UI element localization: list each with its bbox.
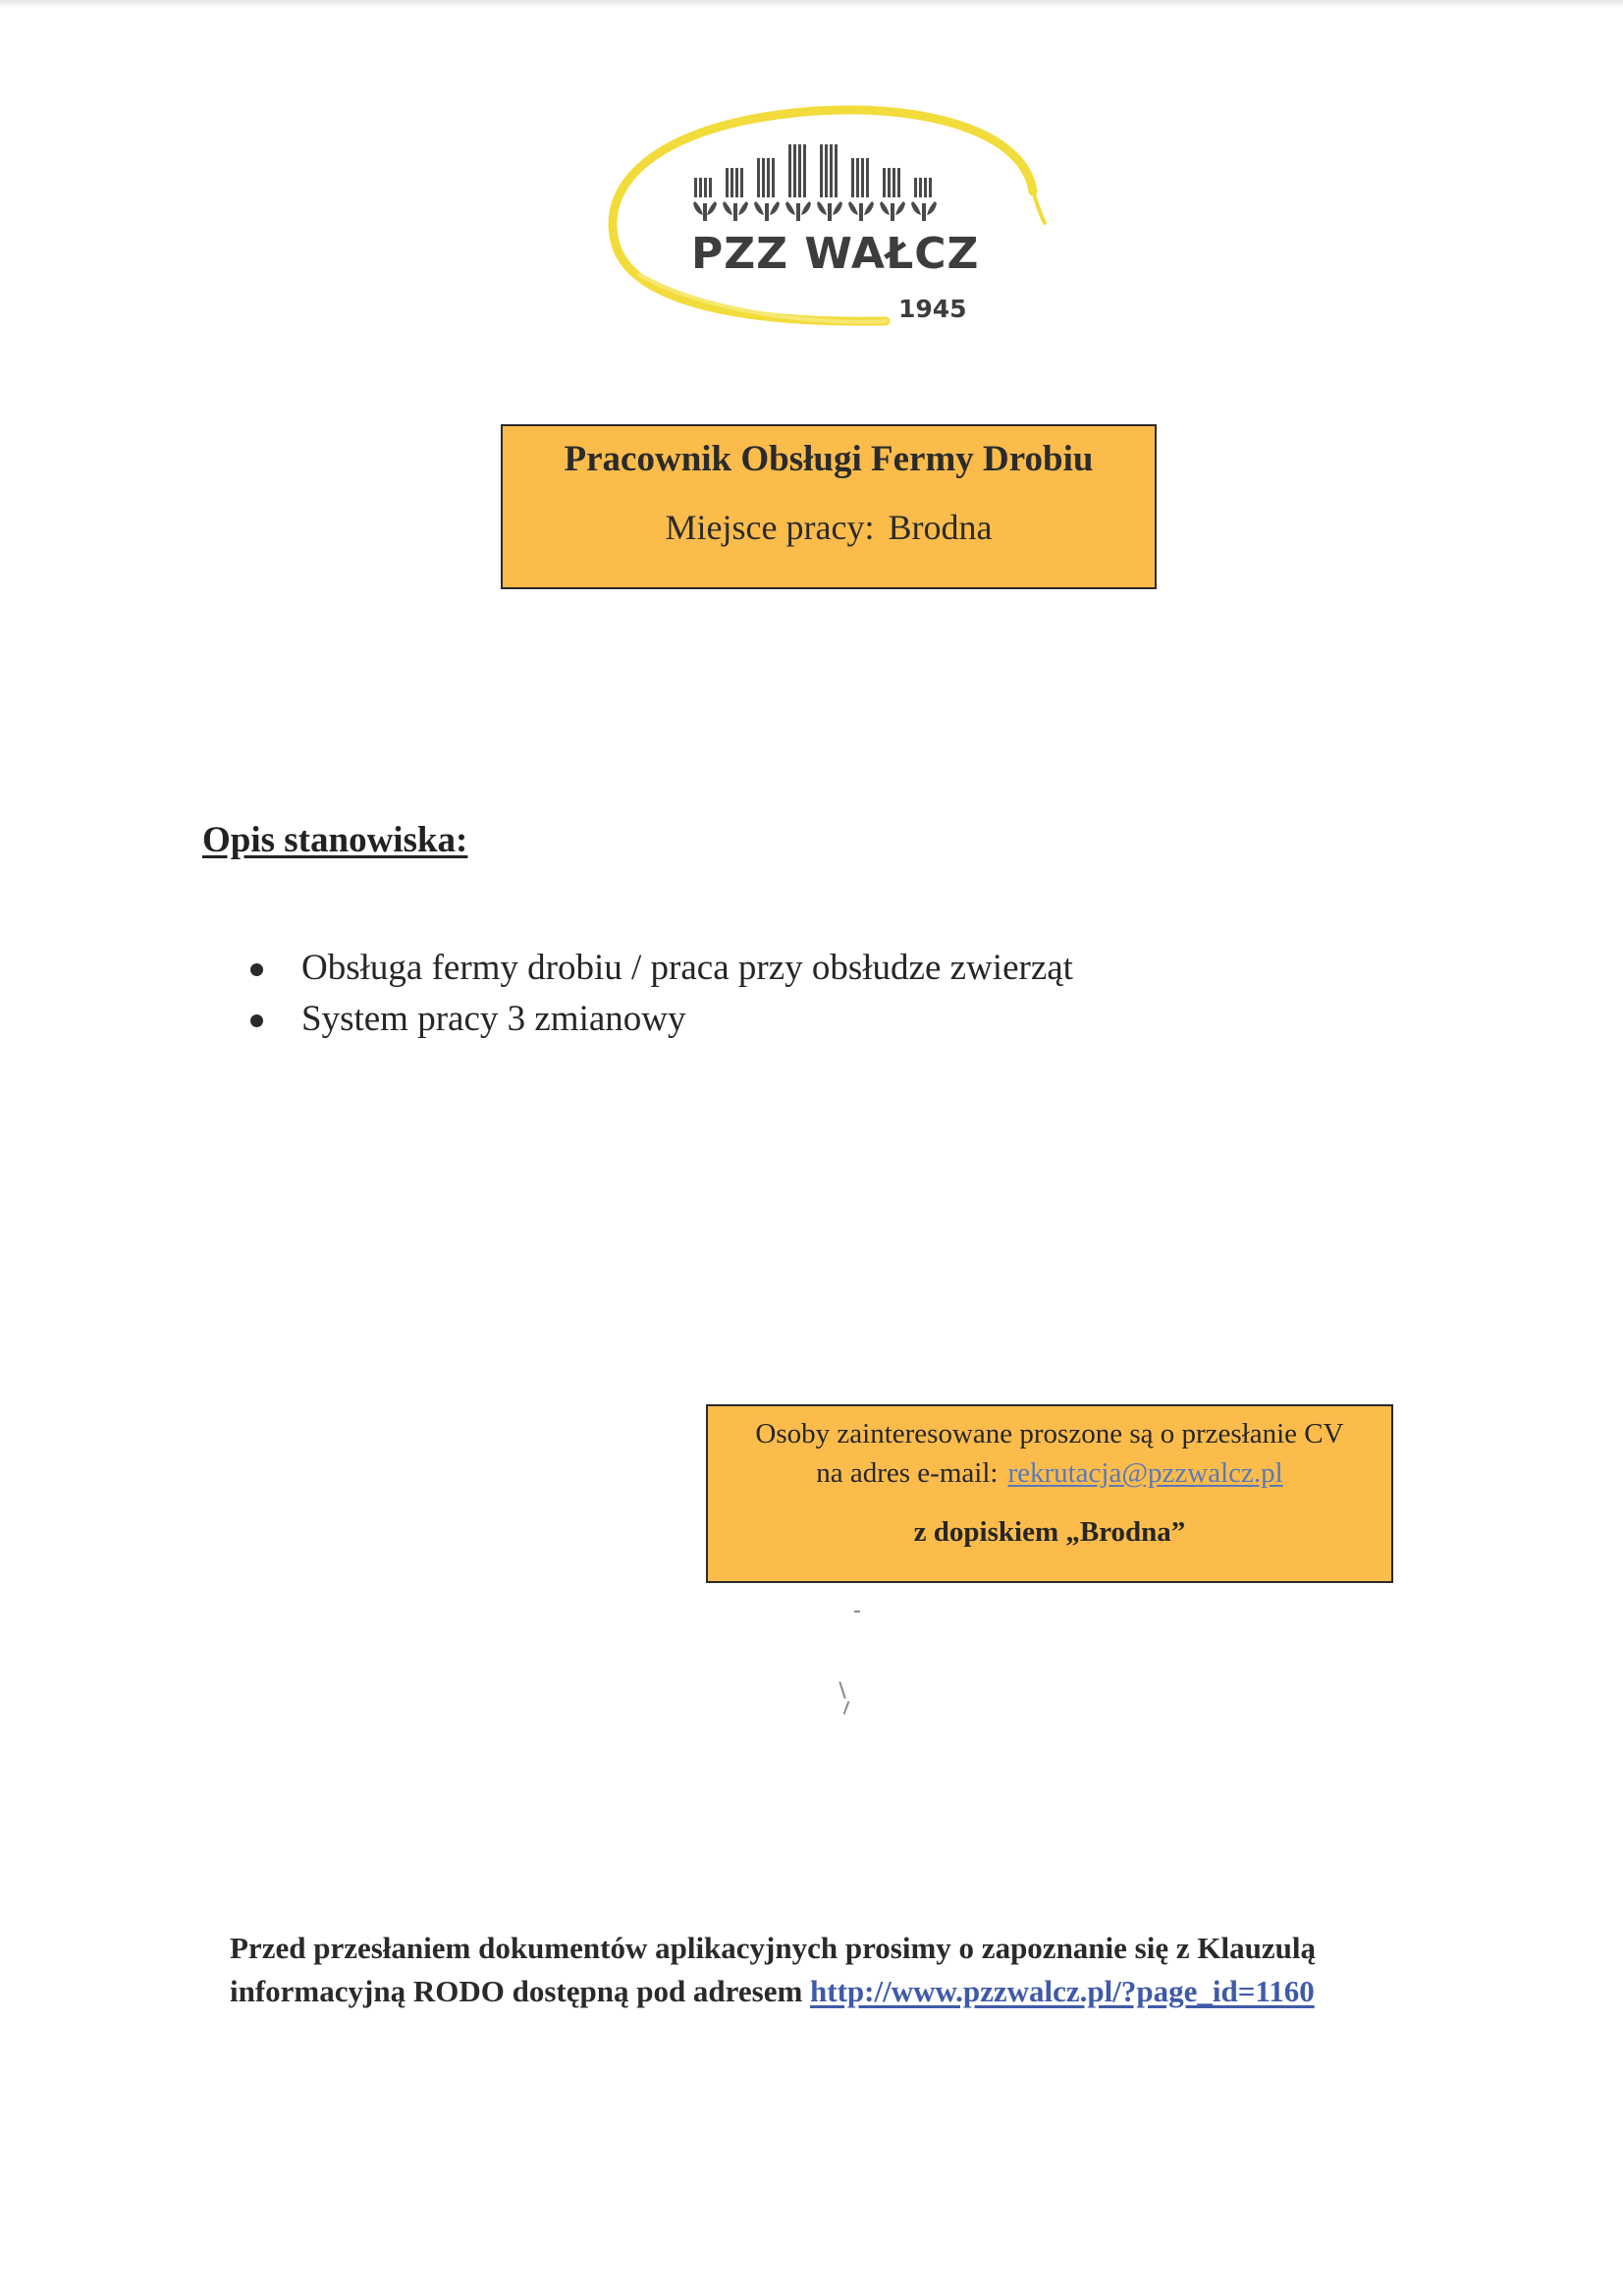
gdpr-notice: [230, 1927, 1467, 2013]
bullet-icon: [250, 963, 263, 976]
bullet-icon: [250, 1014, 263, 1027]
gdpr-text-line1: Przed przesłaniem dokumentów aplikacyjnych prosimy o zapoznanie się z Klauzulą: [230, 1931, 1316, 1965]
logo-year: 1945: [898, 295, 967, 323]
scan-speck: [854, 1611, 860, 1613]
logo-name: PZZ WAŁCZ: [691, 229, 980, 279]
description-list: [250, 943, 1073, 1045]
email-link[interactable]: rekrutacja@pzzwalcz.pl: [1007, 1457, 1283, 1489]
list-item: [250, 943, 1073, 994]
job-title-box: [501, 424, 1157, 589]
scan-speck: [843, 1701, 850, 1715]
job-title: Pracownik Obsługi Fermy Drobiu: [564, 439, 1094, 479]
description-heading: Opis stanowiska:: [202, 820, 468, 860]
list-item-text: System pracy 3 zmianowy: [301, 999, 686, 1039]
contact-text: Osoby zainteresowane proszone są o przesłanie CV: [755, 1418, 1344, 1449]
contact-box: [706, 1404, 1393, 1583]
workplace-label: Miejsce pracy:: [665, 508, 875, 547]
workplace-value: Brodna: [888, 508, 993, 547]
list-item-text: Obsługa fermy drobiu / praca przy obsłudze zwierząt: [301, 948, 1073, 988]
workplace-line: [503, 507, 1155, 548]
gdpr-text-line2: informacyjną RODO dostępną pod adresem: [230, 1974, 803, 2008]
scan-top-edge: [0, 0, 1623, 8]
wheat-ears-icon: [601, 103, 1062, 344]
company-logo: [601, 103, 1062, 344]
email-label: na adres e-mail:: [816, 1457, 999, 1489]
contact-note: z dopiskiem „Brodna”: [913, 1516, 1186, 1548]
scan-speck: [839, 1681, 845, 1699]
gdpr-link[interactable]: http://www.pzzwalcz.pl/?page_id=1160: [810, 1974, 1315, 2008]
contact-email-line: [708, 1457, 1391, 1490]
list-item: [250, 994, 1073, 1045]
gdpr-text-line2-wrap: [230, 1970, 1467, 2013]
